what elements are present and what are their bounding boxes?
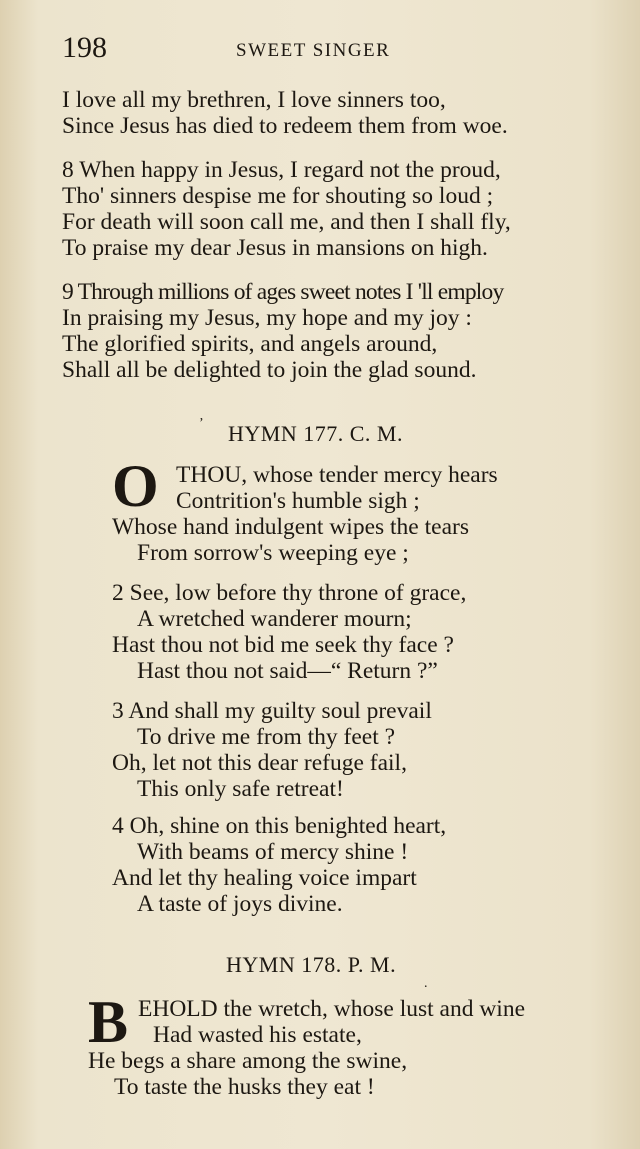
verse-line: In praising my Jesus, my hope and my joy : bbox=[62, 305, 472, 331]
verse-line: A wretched wanderer mourn; bbox=[137, 606, 412, 632]
verse-line: 2 See, low before thy throne of grace, bbox=[112, 580, 467, 606]
verse-line: Shall all be delighted to join the glad sound. bbox=[62, 357, 477, 383]
verse-line: Tho' sinners despise me for shouting so loud ; bbox=[62, 183, 494, 209]
verse-line: Contrition's humble sigh ; bbox=[176, 488, 420, 514]
verse-line: 3 And shall my guilty soul prevail bbox=[112, 698, 432, 724]
verse-line: A taste of joys divine. bbox=[137, 891, 343, 917]
verse-line: To taste the husks they eat ! bbox=[114, 1074, 375, 1100]
verse-line: To praise my dear Jesus in mansions on high. bbox=[62, 235, 488, 261]
verse-line: 4 Oh, shine on this benighted heart, bbox=[112, 813, 447, 839]
hymn-177-heading: HYMN 177. C. M. bbox=[228, 421, 403, 446]
verse-line: With beams of mercy shine ! bbox=[137, 839, 409, 865]
drop-cap: O bbox=[112, 453, 159, 519]
verse-line: Hast thou not said—“ Return ?” bbox=[137, 658, 438, 684]
verse-line: The glorified spirits, and angels around, bbox=[62, 331, 438, 357]
hymn-178-heading: HYMN 178. P. M. bbox=[226, 952, 397, 977]
drop-cap: B bbox=[88, 989, 129, 1055]
verse-line: From sorrow's weeping eye ; bbox=[137, 540, 409, 566]
page-number: 198 bbox=[62, 31, 107, 64]
verse-line: Hast thou not bid me seek thy face ? bbox=[112, 632, 454, 658]
verse-line: 8 When happy in Jesus, I regard not the proud, bbox=[62, 157, 501, 183]
verse-line: To drive me from thy feet ? bbox=[137, 724, 396, 750]
verse-line: Had wasted his estate, bbox=[153, 1022, 362, 1048]
verse-line: 9 Through millions of ages sweet notes I 'll employ bbox=[62, 279, 504, 305]
ink-speck: ’ bbox=[199, 416, 204, 431]
verse-line: EHOLD the wretch, whose lust and wine bbox=[138, 996, 526, 1022]
verse-line: I love all my brethren, I love sinners too, bbox=[62, 87, 446, 113]
verse-line: Whose hand indulgent wipes the tears bbox=[112, 514, 469, 540]
verse-line: Since Jesus has died to redeem them from woe. bbox=[62, 113, 508, 139]
verse-line: Oh, let not this dear refuge fail, bbox=[112, 750, 407, 776]
running-title: SWEET SINGER bbox=[236, 40, 391, 61]
verse-line: This only safe retreat! bbox=[137, 776, 344, 802]
verse-line: And let thy healing voice impart bbox=[112, 865, 417, 891]
ink-speck: . bbox=[424, 976, 428, 991]
verse-line: For death will soon call me, and then I shall fly, bbox=[62, 209, 511, 235]
verse-line: THOU, whose tender mercy hears bbox=[176, 462, 498, 488]
verse-line: He begs a share among the swine, bbox=[88, 1048, 408, 1074]
